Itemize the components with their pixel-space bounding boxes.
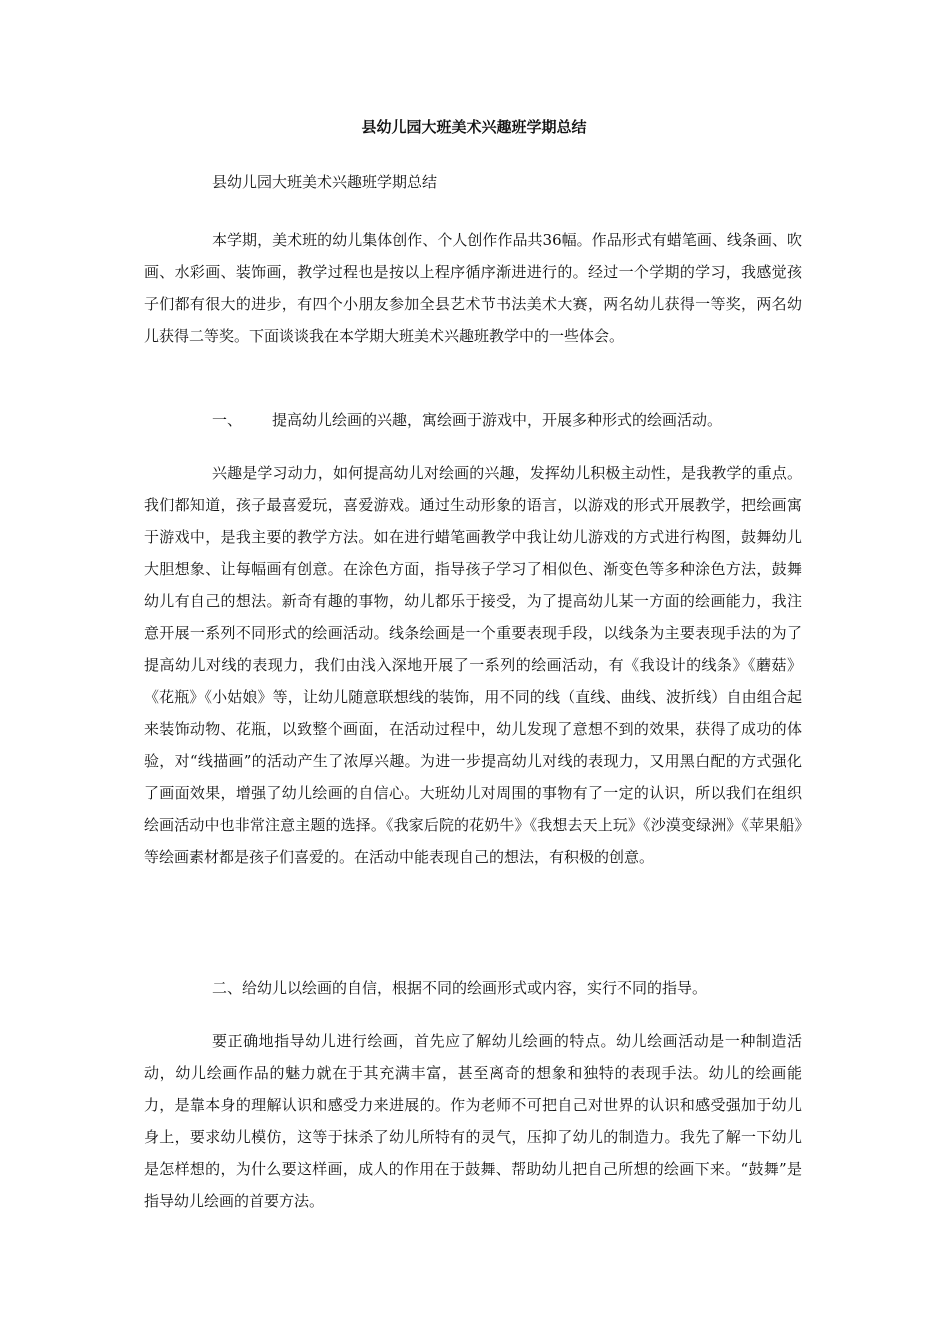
section-1-paragraph: 兴趣是学习动力，如何提高幼儿对绘画的兴趣，发挥幼儿积极主动性，是我教学的重点。我们都知道，孩子最喜爱玩，喜爱游戏。通过生动形象的语言，以游戏的形式开展教学，把绘画寓于游戏中，是我主要的教学方法。如在进行蜡笔画教学中我让幼儿游戏的方式进行构图，鼓舞幼儿大胆想象、让每幅画有创意。在涂色方面，指导孩子学习了相似色、渐变色等多种涂色方法，鼓舞幼儿有自己的想法。新奇有趣的事物，幼儿都乐于接受，为了提高幼儿某一方面的绘画能力，我注意开展一系列不同形式的绘画活动。线条绘画是一个重要表现手段，以线条为主要表现手法的为了提高幼儿对线的表现力，我们由浅入深地开展了一系列的绘画活动，有《我设计的线条》《蘑菇》《花瓶》《小姑娘》等，让幼儿随意联想线的装饰，用不同的线（直线、曲线、波折线）自由组合起来装饰动物、花瓶，以致整个画面，在活动过程中，幼儿发现了意想不到的效果，获得了成功的体验，对“线描画”的活动产生了浓厚兴趣。为进一步提高幼儿对线的表现力，又用黑白配的方式强化了画面效果，增强了幼儿绘画的自信心。大班幼儿对周围的事物有了一定的认识，所以我们在组织绘画活动中也非常注意主题的选择。《我家后院的花奶牛》《我想去天上玩》《沙漠变绿洲》《苹果船》等绘画素材都是孩子们喜爱的。在活动中能表现自己的想法，有积极的创意。: [144, 464, 802, 866]
section-2-paragraph: 要正确地指导幼儿进行绘画，首先应了解幼儿绘画的特点。幼儿绘画活动是一种制造活动，幼儿绘画作品的魅力就在于其充满丰富，甚至离奇的想象和独特的表现手法。幼儿的绘画能力，是靠本身的理解认识和感受力来进展的。作为老师不可把自己对世界的认识和感受强加于幼儿身上，要求幼儿模仿，这等于抹杀了幼儿所特有的灵气，压抑了幼儿的制造力。我先了解一下幼儿是怎样想的，为什么要这样画，成人的作用在于鼓舞、帮助幼儿把自己所想的绘画下来。“鼓舞”是指导幼儿绘画的首要方法。: [144, 1032, 802, 1210]
section-1-heading-text: 提高幼儿绘画的兴趣，寓绘画于游戏中，开展多种形式的绘画活动。: [272, 411, 723, 429]
section-1-heading: [212, 410, 722, 430]
intro-paragraph: 本学期，美术班的幼儿集体创作、个人创作作品共36幅。作品形式有蜡笔画、线条画、吹画、水彩画、装饰画，教学过程也是按以上程序循序渐进进行的。经过一个学期的学习，我感觉孩子们都有很大的进步，有四个小朋友参加全县艺术节书法美术大赛，两名幼儿获得一等奖，两名幼儿获得二等奖。下面谈谈我在本学期大班美术兴趣班教学中的一些体会。: [144, 231, 802, 345]
document-title: 县幼儿园大班美术兴趣班学期总结: [361, 118, 587, 136]
section-2-heading: 二、给幼儿以绘画的自信，根据不同的绘画形式或内容，实行不同的指导。: [212, 979, 708, 997]
document-subtitle: 县幼儿园大班美术兴趣班学期总结: [212, 173, 438, 191]
section-1-number: 一、: [212, 411, 243, 429]
